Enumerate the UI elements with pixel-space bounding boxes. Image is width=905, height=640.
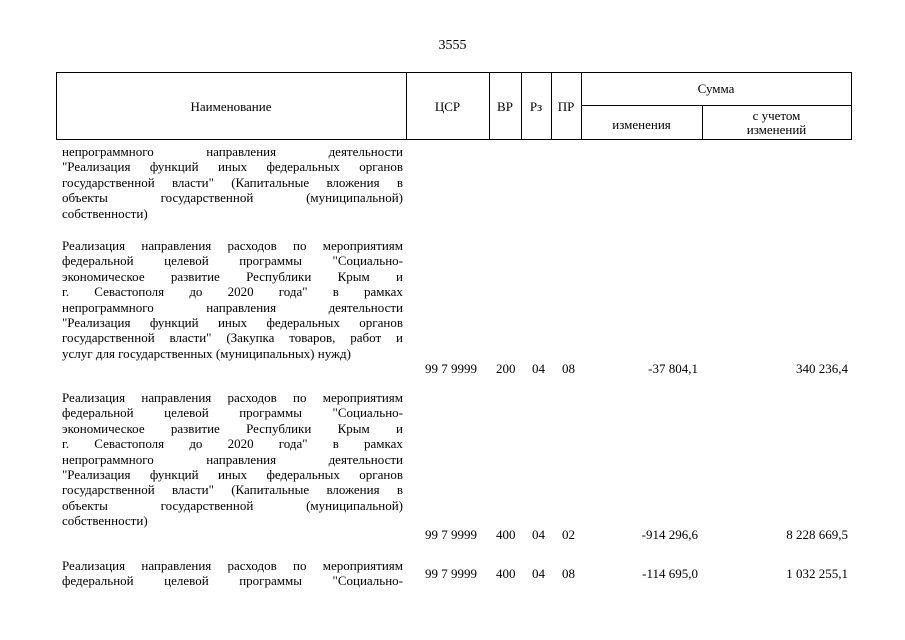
row-csr: 99 7 9999 <box>425 527 477 542</box>
row-rz: 04 <box>532 527 545 542</box>
row-line: Реализация направления расходов по мероприятиям <box>62 238 403 253</box>
table-row-name <box>62 238 403 361</box>
sum-divider <box>581 105 851 106</box>
row-rz: 04 <box>532 566 545 581</box>
row-line: Реализация направления расходов по мероприятиям <box>62 390 403 405</box>
row-line: государственной власти" (Капитальные вложения в <box>62 174 403 190</box>
col-border-right <box>851 72 852 140</box>
header-with-change <box>702 109 851 137</box>
header-top-border <box>56 72 851 73</box>
row-line: г. Севастополя до 2020 года" в рамках <box>62 284 403 300</box>
row-pr: 08 <box>562 566 575 581</box>
row-vr: 400 <box>496 566 516 581</box>
row-total: 1 032 255,1 <box>786 566 848 581</box>
row-total: 8 228 669,5 <box>786 527 848 542</box>
row-line: услуг для государственных (муниципальных) нужд) <box>62 345 351 361</box>
row-change: -114 695,0 <box>642 566 698 581</box>
row-csr: 99 7 9999 <box>425 361 477 376</box>
row-line: государственной власти" (Капитальные вложения в <box>62 482 403 498</box>
row-line: государственной власти" (Закупка товаров, работ и <box>62 330 403 346</box>
row-rz: 04 <box>532 361 545 376</box>
row-line: объекты государственной (муниципальной) <box>62 497 403 513</box>
header-bottom-border <box>56 139 851 140</box>
row-line: "Реализация функций иных федеральных органов <box>62 314 403 330</box>
row-line: собственности) <box>62 513 148 529</box>
header-sum: Сумма <box>697 81 735 96</box>
row-change: -37 804,1 <box>648 361 698 376</box>
row-line: объекты государственной (муниципальной) <box>62 190 403 206</box>
row-line: федеральной целевой программы "Социально- <box>62 253 403 269</box>
row-line: федеральной целевой программы "Социально- <box>62 573 403 589</box>
row-line: экономическое развитие Республики Крым и <box>62 268 403 284</box>
header-name: Наименование <box>190 99 272 114</box>
row-line: "Реализация функций иных федеральных органов <box>62 159 403 175</box>
row-line: непрограммного направления деятельности <box>62 451 403 467</box>
header-with-change-line1: с учетом <box>752 108 801 123</box>
row-line: собственности) <box>62 205 148 221</box>
row-line: непрограммного направления деятельности <box>62 299 403 315</box>
row-line: федеральной целевой программы "Социально- <box>62 405 403 421</box>
row-line: г. Севастополя до 2020 года" в рамках <box>62 436 403 452</box>
row-csr: 99 7 9999 <box>425 566 477 581</box>
row-vr: 400 <box>496 527 516 542</box>
row-change: -914 296,6 <box>641 527 698 542</box>
header-pr: ПР <box>557 99 575 114</box>
header-change: изменения <box>612 117 671 132</box>
table-row-name <box>62 144 403 221</box>
header-rz: Рз <box>529 99 543 114</box>
header-csr: ЦСР <box>434 99 461 114</box>
row-line: экономическое развитие Республики Крым и <box>62 420 403 436</box>
table-header <box>56 72 851 140</box>
header-with-change-line2: изменений <box>746 122 807 137</box>
row-total: 340 236,4 <box>796 361 848 376</box>
row-line: непрограммного направления деятельности <box>62 144 403 159</box>
row-pr: 02 <box>562 527 575 542</box>
row-vr: 200 <box>496 361 516 376</box>
row-line: Реализация направления расходов по мероприятиям <box>62 558 403 573</box>
table-row-name <box>62 390 403 529</box>
row-pr: 08 <box>562 361 575 376</box>
page-number: 3555 <box>438 38 467 53</box>
table-row-name <box>62 558 403 589</box>
header-vr: ВР <box>497 99 513 114</box>
row-line: "Реализация функций иных федеральных органов <box>62 466 403 482</box>
